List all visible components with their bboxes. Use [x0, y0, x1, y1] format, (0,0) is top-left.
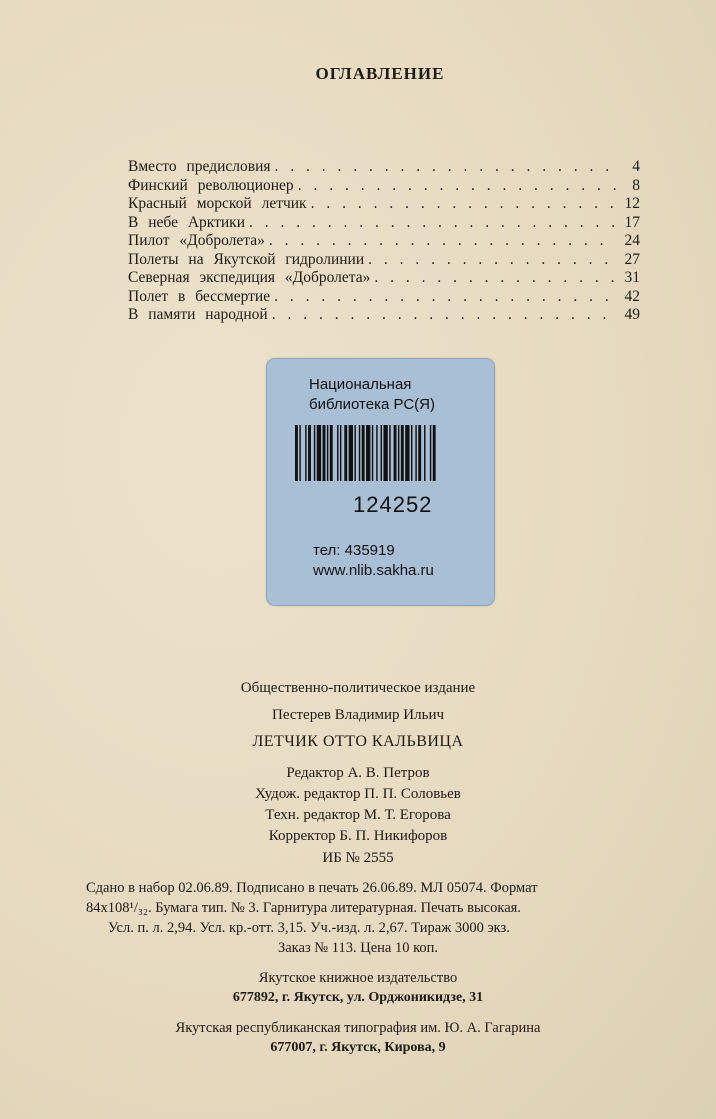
edition-type: Общественно-политическое издание [240, 680, 476, 696]
editor-credit: Редактор А. В. Петров [286, 765, 430, 781]
printer-name: Якутская республиканская типография им. Ю. А. Гагарина [175, 1020, 541, 1036]
toc-page-number: 12 [624, 195, 640, 212]
toc-label: В небе Арктики [128, 213, 245, 231]
toc-label: Красный морской летчик [128, 195, 307, 212]
barcode-number: 124252 [353, 492, 433, 517]
printer-address: 677007, г. Якутск, Кирова, 9 [270, 1040, 446, 1055]
table-of-contents [128, 158, 640, 325]
tech-info-line: Усл. п. л. 2,94. Усл. кр.-отт. 3,15. Уч.-изд. л. 2,67. Тираж 3000 экз. [108, 920, 510, 936]
toc-page-number: 27 [624, 250, 640, 268]
barcode-icon [295, 425, 481, 481]
proofreader-credit: Корректор Б. П. Никифоров [268, 828, 448, 844]
toc-leader-dots [249, 214, 616, 233]
toc-page-number: 17 [624, 213, 640, 231]
toc-leader-dots [274, 288, 616, 307]
toc-leader-dots [298, 177, 616, 196]
toc-row [128, 158, 640, 177]
toc-page-number: 24 [624, 232, 640, 249]
toc-label: Финский революционер [128, 176, 294, 194]
publisher-address: 677892, г. Якутск, ул. Орджоникидзе, 31 [232, 990, 484, 1005]
toc-label: Вместо предисловия [128, 158, 271, 175]
toc-leader-dots [275, 158, 617, 177]
toc-row [128, 288, 640, 307]
toc-row [128, 269, 640, 288]
library-barcode-sticker [266, 358, 495, 606]
toc-page-number: 42 [624, 287, 640, 305]
library-contacts [313, 541, 434, 581]
tech-editor-credit: Техн. редактор М. Т. Егорова [265, 807, 451, 823]
library-website: www.nlib.sakha.ru [313, 562, 434, 579]
toc-row [128, 177, 640, 196]
toc-row [128, 306, 640, 325]
toc-page-number: 31 [624, 269, 640, 286]
library-phone: тел: 435919 [313, 542, 395, 559]
toc-leader-dots [311, 195, 616, 214]
toc-leader-dots [374, 269, 616, 288]
tech-info-line: 84х108¹/₃₂. Бумага тип. № 3. Гарнитура литературная. Печать высокая. [86, 900, 521, 916]
toc-row [128, 232, 640, 251]
toc-page-number: 8 [632, 176, 640, 194]
author-name: Пестерев Владимир Ильич [271, 707, 445, 723]
toc-row [128, 195, 640, 214]
library-name-line1: Национальная [309, 376, 412, 393]
toc-page-number: 49 [624, 306, 640, 323]
toc-label: В памяти народной [128, 306, 268, 323]
toc-page-number: 4 [632, 158, 640, 175]
toc-leader-dots [269, 232, 616, 251]
library-name [309, 375, 435, 415]
book-title: ЛЕТЧИК ОТТО КАЛЬВИЦА [252, 733, 464, 750]
order-and-price: Заказ № 113. Цена 10 коп. [277, 940, 439, 956]
ib-number: ИБ № 2555 [322, 850, 394, 866]
toc-label: Полеты на Якутской гидролинии [128, 250, 365, 268]
toc-label: Пилот «Добролета» [128, 232, 265, 249]
toc-leader-dots [368, 251, 616, 270]
library-name-line2: библиотека РС(Я) [309, 396, 435, 413]
toc-label: Полет в бессмертие [128, 287, 271, 305]
toc-row [128, 251, 640, 270]
art-editor-credit: Худож. редактор П. П. Соловьев [255, 786, 461, 802]
toc-label: Северная экспедиция «Добролета» [128, 269, 371, 286]
toc-leader-dots [272, 306, 616, 325]
tech-info-line: Сдано в набор 02.06.89. Подписано в печать 26.06.89. МЛ 05074. Формат [86, 880, 538, 896]
toc-row [128, 214, 640, 233]
toc-title: ОГЛАВЛЕНИЕ [315, 64, 445, 83]
publisher-name: Якутское книжное издательство [258, 970, 458, 986]
